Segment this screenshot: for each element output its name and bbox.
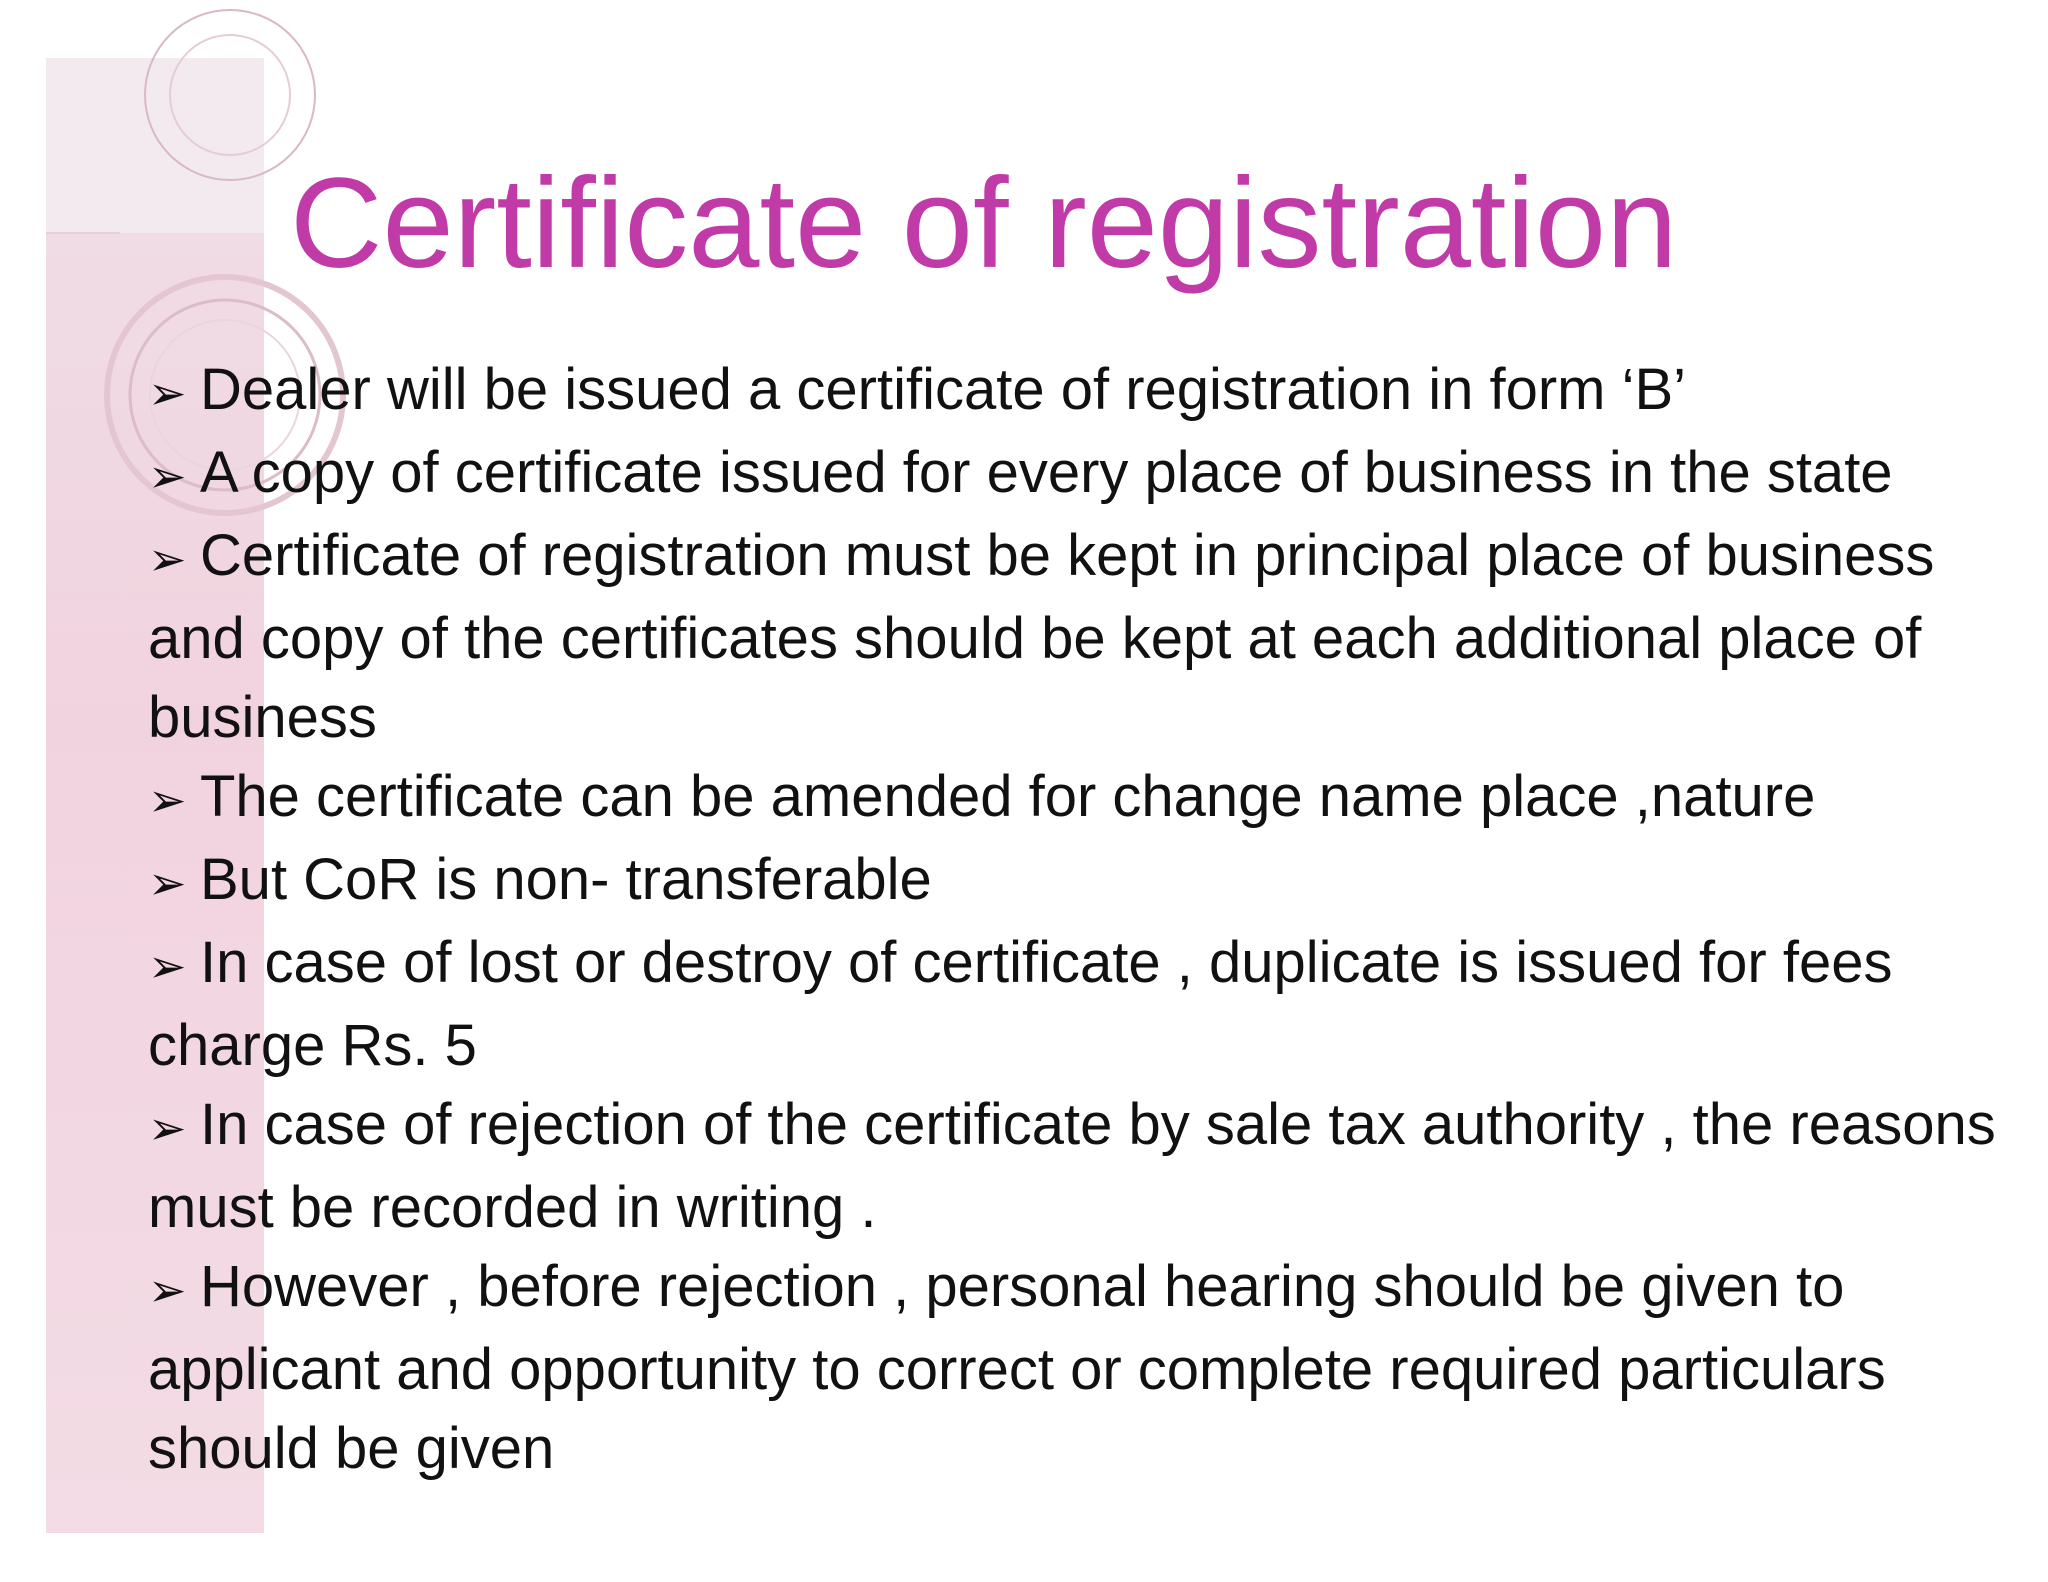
arrow-bullet-icon: ➢ — [148, 1264, 187, 1316]
bullet-item — [148, 840, 2008, 923]
arrow-bullet-icon: ➢ — [148, 367, 187, 419]
arrow-bullet-icon: ➢ — [148, 774, 187, 826]
bullet-item — [148, 1247, 2008, 1488]
bullet-item — [148, 433, 2008, 516]
bullet-text: But CoR is non- transferable — [200, 847, 932, 912]
bullet-text: Certificate of registration must be kept in principal place of business and copy of the certificates should be kept at each additional place of business — [148, 523, 1935, 750]
decorative-side-band-top — [46, 58, 264, 233]
bullet-text: The certificate can be amended for change name place ,nature — [200, 764, 1816, 829]
bullet-text: In case of lost or destroy of certificate , duplicate is issued for fees charge Rs. 5 — [148, 930, 1893, 1078]
bullet-text: Dealer will be issued a certificate of registration in form ‘B’ — [200, 357, 1687, 422]
arrow-bullet-icon: ➢ — [148, 857, 187, 909]
slide-title: Certificate of registration — [290, 152, 1678, 295]
bullet-item — [148, 516, 2008, 757]
bullet-text: However , before rejection , personal hearing should be given to applicant and opportunity to correct or complete required particulars should be given — [148, 1254, 1886, 1481]
bullet-text: In case of rejection of the certificate by sale tax authority , the reasons must be recorded in writing . — [148, 1092, 1996, 1240]
bullet-item — [148, 923, 2008, 1085]
arrow-bullet-icon: ➢ — [148, 940, 187, 992]
bullet-list — [148, 350, 2008, 1488]
arrow-bullet-icon: ➢ — [148, 533, 187, 585]
bullet-item — [148, 350, 2008, 433]
bullet-item — [148, 757, 2008, 840]
arrow-bullet-icon: ➢ — [148, 450, 187, 502]
bullet-item — [148, 1085, 2008, 1247]
bullet-text: A copy of certificate issued for every place of business in the state — [200, 440, 1893, 505]
arrow-bullet-icon: ➢ — [148, 1102, 187, 1154]
